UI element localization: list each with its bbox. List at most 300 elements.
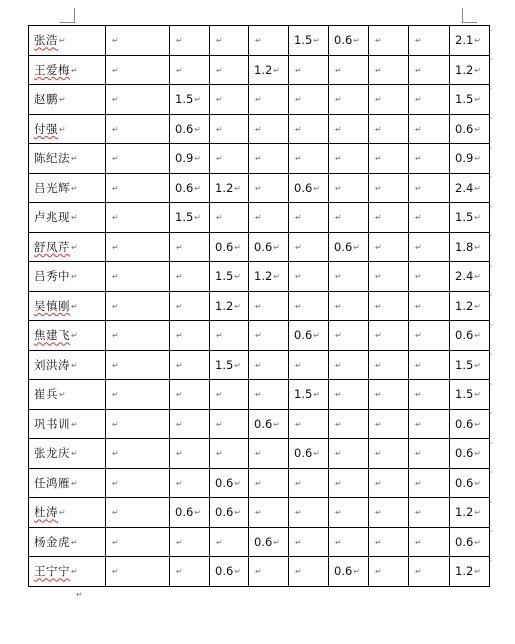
row-end-mark: ' [490,116,493,125]
cell-end-mark: ↵ [335,419,342,429]
cell-value: 0.9 [455,151,474,166]
value-cell[interactable] [409,498,450,528]
cell-end-mark: ↵ [255,301,262,311]
value-cell[interactable] [210,350,249,380]
cell-end-mark: ↵ [194,95,201,105]
value-cell[interactable] [329,498,369,528]
value-cell[interactable] [249,321,289,351]
cell-end-mark: ↵ [176,360,183,370]
value-cell[interactable] [210,262,249,292]
name-cell[interactable] [29,114,106,144]
value-cell[interactable] [170,498,210,528]
value-cell[interactable] [106,114,170,144]
cell-end-mark: ↵ [71,449,78,459]
cell-end-mark: ↵ [112,36,119,46]
value-cell[interactable] [170,409,210,439]
name-cell[interactable] [29,321,106,351]
total-cell[interactable] [450,85,493,115]
value-cell[interactable] [369,114,409,144]
cell-value: 0.6 [175,505,194,520]
person-name: 吕秀中 [34,269,70,284]
cell-end-mark: ↵ [234,183,241,193]
value-cell[interactable] [409,55,450,85]
cell-end-mark: ↵ [313,36,320,46]
table-row [29,498,490,528]
name-cell[interactable] [29,203,106,233]
table-row [29,85,490,115]
cell-end-mark: ↵ [112,242,119,252]
value-cell[interactable] [106,498,170,528]
value-cell[interactable] [106,409,170,439]
cell-end-mark: ↵ [59,124,66,134]
cell-end-mark: ↵ [335,183,342,193]
value-cell[interactable] [210,557,249,587]
value-cell[interactable] [289,26,329,56]
value-cell[interactable] [289,557,329,587]
value-cell[interactable] [289,527,329,557]
value-cell[interactable] [329,439,369,469]
value-cell[interactable] [106,144,170,174]
cell-end-mark: ↵ [474,537,481,547]
value-cell[interactable] [106,85,170,115]
value-cell[interactable] [289,55,329,85]
cell-end-mark: ↵ [295,154,302,164]
value-cell[interactable] [289,380,329,410]
value-cell[interactable] [369,291,409,321]
cell-end-mark: ↵ [176,301,183,311]
value-cell[interactable] [249,85,289,115]
value-cell[interactable] [210,55,249,85]
cell-value: 2.1 [455,33,474,48]
value-cell[interactable] [210,26,249,56]
value-cell[interactable] [170,321,210,351]
value-cell[interactable] [210,439,249,469]
value-cell[interactable] [329,262,369,292]
value-cell[interactable] [289,409,329,439]
cell-end-mark: ↵ [234,272,241,282]
value-cell[interactable] [289,173,329,203]
cell-end-mark: ↵ [474,390,481,400]
value-cell[interactable] [106,232,170,262]
value-cell[interactable] [409,409,450,439]
cell-end-mark: ↵ [474,65,481,75]
value-cell[interactable] [210,232,249,262]
row-end-mark: ' [490,381,493,391]
value-cell[interactable] [369,468,409,498]
value-cell[interactable] [409,144,450,174]
value-cell[interactable] [170,468,210,498]
cell-end-mark: ↵ [216,36,223,46]
cell-end-mark: ↵ [474,449,481,459]
value-cell[interactable] [329,55,369,85]
value-cell[interactable] [210,203,249,233]
cell-value: 0.6 [455,534,474,549]
value-cell[interactable] [106,350,170,380]
value-cell[interactable] [106,291,170,321]
value-cell[interactable] [329,203,369,233]
cell-end-mark: ↵ [335,301,342,311]
total-cell[interactable] [450,232,493,262]
cell-end-mark: ↵ [59,36,66,46]
value-cell[interactable] [329,26,369,56]
cell-end-mark: ↵ [474,242,481,252]
cell-end-mark: ↵ [255,183,262,193]
value-cell[interactable] [210,498,249,528]
cell-end-mark: ↵ [176,567,183,577]
value-cell[interactable] [369,85,409,115]
value-cell[interactable] [170,203,210,233]
value-cell[interactable] [369,203,409,233]
name-cell[interactable] [29,439,106,469]
value-cell[interactable] [329,291,369,321]
value-cell[interactable] [409,262,450,292]
cell-end-mark: ↵ [353,242,360,252]
cell-end-mark: ↵ [335,331,342,341]
value-cell[interactable] [210,468,249,498]
value-cell[interactable] [170,262,210,292]
cell-value: 0.6 [175,180,194,195]
value-cell[interactable] [369,350,409,380]
value-cell[interactable] [329,380,369,410]
cell-end-mark: ↵ [415,508,422,518]
name-cell[interactable] [29,144,106,174]
cell-end-mark: ↵ [255,360,262,370]
cell-end-mark: ↵ [415,95,422,105]
cell-end-mark: ↵ [313,331,320,341]
cell-end-mark: ↵ [415,154,422,164]
value-cell[interactable] [289,144,329,174]
cell-end-mark: ↵ [71,567,78,577]
cell-end-mark: ↵ [474,419,481,429]
value-cell[interactable] [249,498,289,528]
row-end-mark: ' [490,293,493,302]
value-cell[interactable] [249,468,289,498]
value-cell[interactable] [106,321,170,351]
total-cell[interactable] [450,498,493,528]
row-end-mark: ' [490,27,493,37]
person-name: 陈纪法 [34,151,70,166]
cell-end-mark: ↵ [112,65,119,75]
cell-value: 1.2 [215,298,234,313]
value-cell[interactable] [210,85,249,115]
name-cell[interactable] [29,173,106,203]
total-cell[interactable] [450,26,493,56]
value-cell[interactable] [329,468,369,498]
value-cell[interactable] [170,527,210,557]
cell-value: 0.6 [215,505,234,520]
table-row [29,557,490,587]
cell-end-mark: ↵ [415,449,422,459]
cell-end-mark: ↵ [375,419,382,429]
table-row [29,321,490,351]
cell-end-mark: ↵ [216,419,223,429]
cell-end-mark: ↵ [194,183,201,193]
cell-end-mark: ↵ [415,301,422,311]
total-cell[interactable] [450,291,493,321]
page-corner-mark-left [60,8,75,23]
cell-value: 0.6 [334,239,353,254]
table-row [29,380,490,410]
value-cell[interactable] [170,173,210,203]
value-cell[interactable] [289,85,329,115]
value-cell[interactable] [170,380,210,410]
table-row [29,232,490,262]
table-row [29,114,490,144]
cell-end-mark: ↵ [295,360,302,370]
value-cell[interactable] [210,527,249,557]
total-cell[interactable] [450,350,493,380]
cell-end-mark: ↵ [176,478,183,488]
name-cell[interactable] [29,380,106,410]
value-cell[interactable] [170,85,210,115]
value-cell[interactable] [369,380,409,410]
value-cell[interactable] [409,557,450,587]
value-cell[interactable] [210,291,249,321]
value-cell[interactable] [249,26,289,56]
person-name: 卢兆现 [34,210,70,225]
value-cell[interactable] [106,262,170,292]
value-cell[interactable] [289,350,329,380]
value-cell[interactable] [409,114,450,144]
value-cell[interactable] [170,26,210,56]
value-cell[interactable] [170,557,210,587]
cell-end-mark: ↵ [59,390,66,400]
value-cell[interactable] [289,321,329,351]
total-cell[interactable] [450,321,493,351]
value-cell[interactable] [409,439,450,469]
cell-value: 0.6 [455,475,474,490]
value-cell[interactable] [409,527,450,557]
row-end-mark: ' [490,529,493,538]
value-cell[interactable] [329,321,369,351]
total-cell[interactable] [450,409,493,439]
cell-value: 1.2 [455,298,474,313]
value-cell[interactable] [369,26,409,56]
name-cell[interactable] [29,262,106,292]
person-name: 赵鹏 [34,92,58,107]
cell-end-mark: ↵ [216,124,223,134]
cell-end-mark: ↵ [216,390,223,400]
table-body [29,26,493,587]
value-cell[interactable] [106,26,170,56]
value-cell[interactable] [249,232,289,262]
value-cell[interactable] [369,144,409,174]
value-cell[interactable] [170,439,210,469]
value-cell[interactable] [329,527,369,557]
value-cell[interactable] [409,380,450,410]
total-cell[interactable] [450,439,493,469]
value-cell[interactable] [329,557,369,587]
table-row [29,409,490,439]
value-cell[interactable] [249,527,289,557]
total-cell[interactable] [450,144,493,174]
person-name: 付强 [34,121,58,136]
value-cell[interactable] [369,321,409,351]
cell-end-mark: ↵ [474,213,481,223]
name-cell[interactable] [29,26,106,56]
value-cell[interactable] [289,498,329,528]
name-cell[interactable] [29,291,106,321]
row-end-mark: ' [490,440,493,450]
name-cell[interactable] [29,85,106,115]
value-cell[interactable] [106,468,170,498]
value-cell[interactable] [106,173,170,203]
value-cell[interactable] [369,439,409,469]
value-cell[interactable] [329,173,369,203]
cell-value: 1.5 [455,357,474,372]
name-cell[interactable] [29,55,106,85]
total-cell[interactable] [450,468,493,498]
value-cell[interactable] [289,262,329,292]
cell-end-mark: ↵ [335,272,342,282]
value-cell[interactable] [170,350,210,380]
cell-end-mark: ↵ [255,508,262,518]
value-cell[interactable] [409,468,450,498]
value-cell[interactable] [210,144,249,174]
row-end-mark: ' [490,204,493,214]
value-cell[interactable] [409,173,450,203]
name-cell[interactable] [29,557,106,587]
value-cell[interactable] [106,203,170,233]
cell-end-mark: ↵ [112,360,119,370]
value-cell[interactable] [249,262,289,292]
value-cell[interactable] [249,203,289,233]
value-cell[interactable] [249,173,289,203]
value-cell[interactable] [210,114,249,144]
total-cell[interactable] [450,55,493,85]
value-cell[interactable] [170,291,210,321]
value-cell[interactable] [369,55,409,85]
cell-end-mark: ↵ [474,567,481,577]
person-name: 杜涛 [34,505,58,520]
table-row [29,527,490,557]
total-cell[interactable] [450,527,493,557]
cell-end-mark: ↵ [375,95,382,105]
total-cell[interactable] [450,380,493,410]
cell-end-mark: ↵ [71,360,78,370]
value-cell[interactable] [106,527,170,557]
total-cell[interactable] [450,557,493,587]
person-name: 巩书训 [34,416,70,431]
value-cell[interactable] [369,232,409,262]
value-cell[interactable] [210,380,249,410]
value-cell[interactable] [249,55,289,85]
cell-end-mark: ↵ [71,419,78,429]
person-name: 舒凤芹 [34,239,70,254]
value-cell[interactable] [289,203,329,233]
value-cell[interactable] [369,173,409,203]
value-cell[interactable] [329,232,369,262]
value-cell[interactable] [369,262,409,292]
cell-end-mark: ↵ [112,478,119,488]
person-name: 任鸿雁 [34,475,70,490]
cell-end-mark: ↵ [216,449,223,459]
value-cell[interactable] [369,409,409,439]
total-cell[interactable] [450,203,493,233]
value-cell[interactable] [170,232,210,262]
value-cell[interactable] [289,439,329,469]
cell-end-mark: ↵ [71,183,78,193]
cell-end-mark: ↵ [295,478,302,488]
value-cell[interactable] [409,85,450,115]
value-cell[interactable] [106,380,170,410]
value-cell[interactable] [409,203,450,233]
value-cell[interactable] [409,291,450,321]
value-cell[interactable] [249,439,289,469]
cell-end-mark: ↵ [255,36,262,46]
value-cell[interactable] [329,144,369,174]
name-cell[interactable] [29,350,106,380]
value-cell[interactable] [329,350,369,380]
value-cell[interactable] [409,321,450,351]
value-cell[interactable] [249,557,289,587]
value-cell[interactable] [106,439,170,469]
cell-value: 1.2 [254,62,273,77]
value-cell[interactable] [249,114,289,144]
value-cell[interactable] [106,55,170,85]
total-cell[interactable] [450,262,493,292]
cell-end-mark: ↵ [295,419,302,429]
cell-end-mark: ↵ [295,95,302,105]
name-cell[interactable] [29,409,106,439]
person-name: 张龙庆 [34,446,70,461]
value-cell[interactable] [409,26,450,56]
cell-end-mark: ↵ [335,508,342,518]
cell-value: 1.2 [455,505,474,520]
value-cell[interactable] [249,291,289,321]
value-cell[interactable] [210,409,249,439]
value-cell[interactable] [210,173,249,203]
total-cell[interactable] [450,173,493,203]
value-cell[interactable] [170,114,210,144]
name-cell[interactable] [29,498,106,528]
value-cell[interactable] [210,321,249,351]
page-corner-mark-right [462,8,477,23]
cell-end-mark: ↵ [112,213,119,223]
name-cell[interactable] [29,232,106,262]
cell-end-mark: ↵ [112,567,119,577]
value-cell[interactable] [170,144,210,174]
total-cell[interactable] [450,114,493,144]
value-cell[interactable] [329,85,369,115]
value-cell[interactable] [369,527,409,557]
cell-value: 0.6 [334,564,353,579]
value-cell[interactable] [289,114,329,144]
value-cell[interactable] [369,498,409,528]
value-cell[interactable] [289,232,329,262]
cell-end-mark: ↵ [71,301,78,311]
value-cell[interactable] [249,144,289,174]
value-cell[interactable] [329,114,369,144]
value-cell[interactable] [409,232,450,262]
cell-end-mark: ↵ [112,95,119,105]
value-cell[interactable] [369,557,409,587]
value-cell[interactable] [170,55,210,85]
value-cell[interactable] [249,350,289,380]
value-cell[interactable] [289,291,329,321]
name-cell[interactable] [29,527,106,557]
value-cell[interactable] [329,409,369,439]
table-row [29,55,490,85]
value-cell[interactable] [249,380,289,410]
value-cell[interactable] [289,468,329,498]
name-cell[interactable] [29,468,106,498]
cell-end-mark: ↵ [273,272,280,282]
value-cell[interactable] [249,409,289,439]
value-cell[interactable] [106,557,170,587]
value-cell[interactable] [409,350,450,380]
cell-end-mark: ↵ [295,242,302,252]
